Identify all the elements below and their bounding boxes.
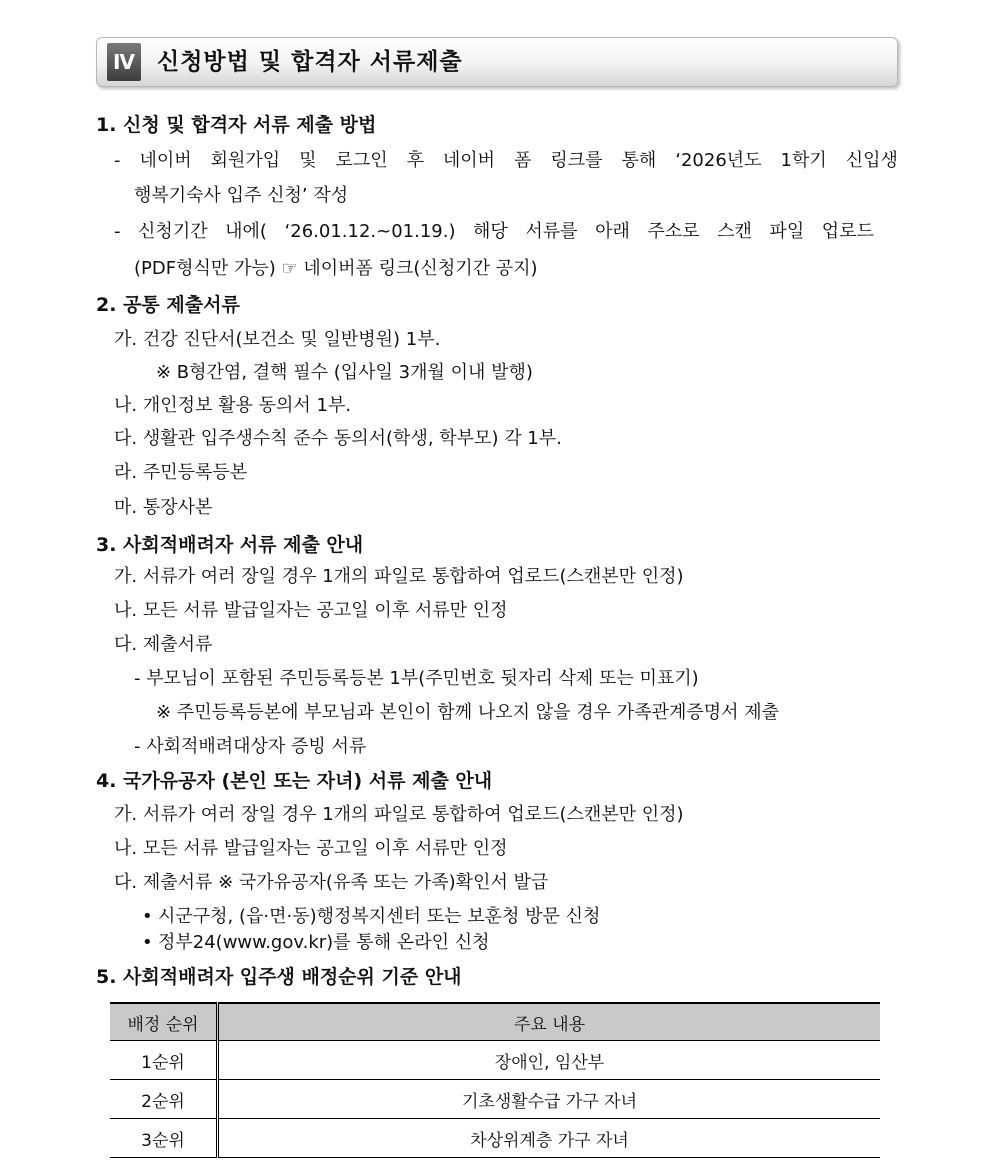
priority-table <box>110 1002 880 1158</box>
s4-bullet-item: • 시군구청, (읍·면·동)행정복지센터 또는 보훈청 방문 신청 <box>142 906 601 927</box>
s4-item: 나. 모든 서류 발급일자는 공고일 이후 서류만 인정 <box>114 838 508 859</box>
s1-line1a: - 네이버 회원가입 및 로그인 후 네이버 폼 링크를 통해 ‘2026년도 1학기 신입생 <box>114 150 898 171</box>
s3-subitem-note: ※ 주민등록등본에 부모님과 본인이 함께 나오지 않을 경우 가족관계증명서 제출 <box>156 702 779 723</box>
s3-item: 가. 서류가 여러 장일 경우 1개의 파일로 통합하여 업로드(스캔본만 인정) <box>114 566 684 587</box>
table-header-row <box>110 1003 880 1041</box>
s2-item: 라. 주민등록등본 <box>114 462 248 483</box>
s2-heading: 2. 공통 제출서류 <box>96 294 240 316</box>
bullet-icon: • <box>142 932 153 953</box>
table-row <box>110 1080 880 1119</box>
s4-heading: 4. 국가유공자 (본인 또는 자녀) 서류 제출 안내 <box>96 770 493 792</box>
table-row <box>110 1041 880 1080</box>
s3-subitem: - 부모님이 포함된 주민등록등본 1부(주민번호 뒷자리 삭제 또는 미표기) <box>134 668 699 689</box>
s4-item: 다. 제출서류 ※ 국가유공자(유족 또는 가족)확인서 발급 <box>114 872 549 893</box>
table-cell: 기초생활수급 가구 자녀 <box>218 1080 881 1119</box>
table-cell: 3순위 <box>110 1119 218 1158</box>
s3-subitem: - 사회적배려대상자 증빙 서류 <box>134 736 367 757</box>
table-header-cell: 배정 순위 <box>110 1003 218 1041</box>
s1-heading: 1. 신청 및 합격자 서류 제출 방법 <box>96 114 377 136</box>
section-banner <box>96 37 898 87</box>
s4-bullet-item: • 정부24(www.gov.kr)를 통해 온라인 신청 <box>142 932 490 953</box>
table-cell: 차상위계층 가구 자녀 <box>218 1119 881 1158</box>
s2-item: 가. 건강 진단서(보건소 및 일반병원) 1부. <box>114 329 441 350</box>
table-row <box>110 1119 880 1158</box>
s2-item-note: ※ B형간염, 결핵 필수 (입사일 3개월 이내 발행) <box>156 362 533 383</box>
table-header-cell: 주요 내용 <box>218 1003 881 1041</box>
s2-item: 마. 통장사본 <box>114 497 213 518</box>
s3-heading: 3. 사회적배려자 서류 제출 안내 <box>96 534 364 556</box>
section-number-badge: Ⅳ <box>107 43 141 81</box>
s2-item: 다. 생활관 입주생수칙 준수 동의서(학생, 학부모) 각 1부. <box>114 428 562 449</box>
s3-item: 나. 모든 서류 발급일자는 공고일 이후 서류만 인정 <box>114 600 508 621</box>
section-title: 신청방법 및 합격자 서류제출 <box>157 49 463 75</box>
s1-line2a: - 신청기간 내에( ‘26.01.12.~01.19.) 해당 서류를 아래 주소로 스캔 파일 업로드 <box>114 221 874 242</box>
table-cell: 장애인, 임산부 <box>218 1041 881 1080</box>
s3-item: 다. 제출서류 <box>114 634 213 655</box>
table-cell: 1순위 <box>110 1041 218 1080</box>
s1-line1b: 행복기숙사 입주 신청’ 작성 <box>134 185 349 206</box>
bullet-icon: • <box>142 906 153 927</box>
s4-item: 가. 서류가 여러 장일 경우 1개의 파일로 통합하여 업로드(스캔본만 인정) <box>114 804 684 825</box>
s1-line2b: (PDF형식만 가능) ☞ 네이버폼 링크(신청기간 공지) <box>134 258 538 279</box>
table-cell: 2순위 <box>110 1080 218 1119</box>
s2-item: 나. 개인정보 활용 동의서 1부. <box>114 395 352 416</box>
s5-heading: 5. 사회적배려자 입주생 배정순위 기준 안내 <box>96 966 462 988</box>
